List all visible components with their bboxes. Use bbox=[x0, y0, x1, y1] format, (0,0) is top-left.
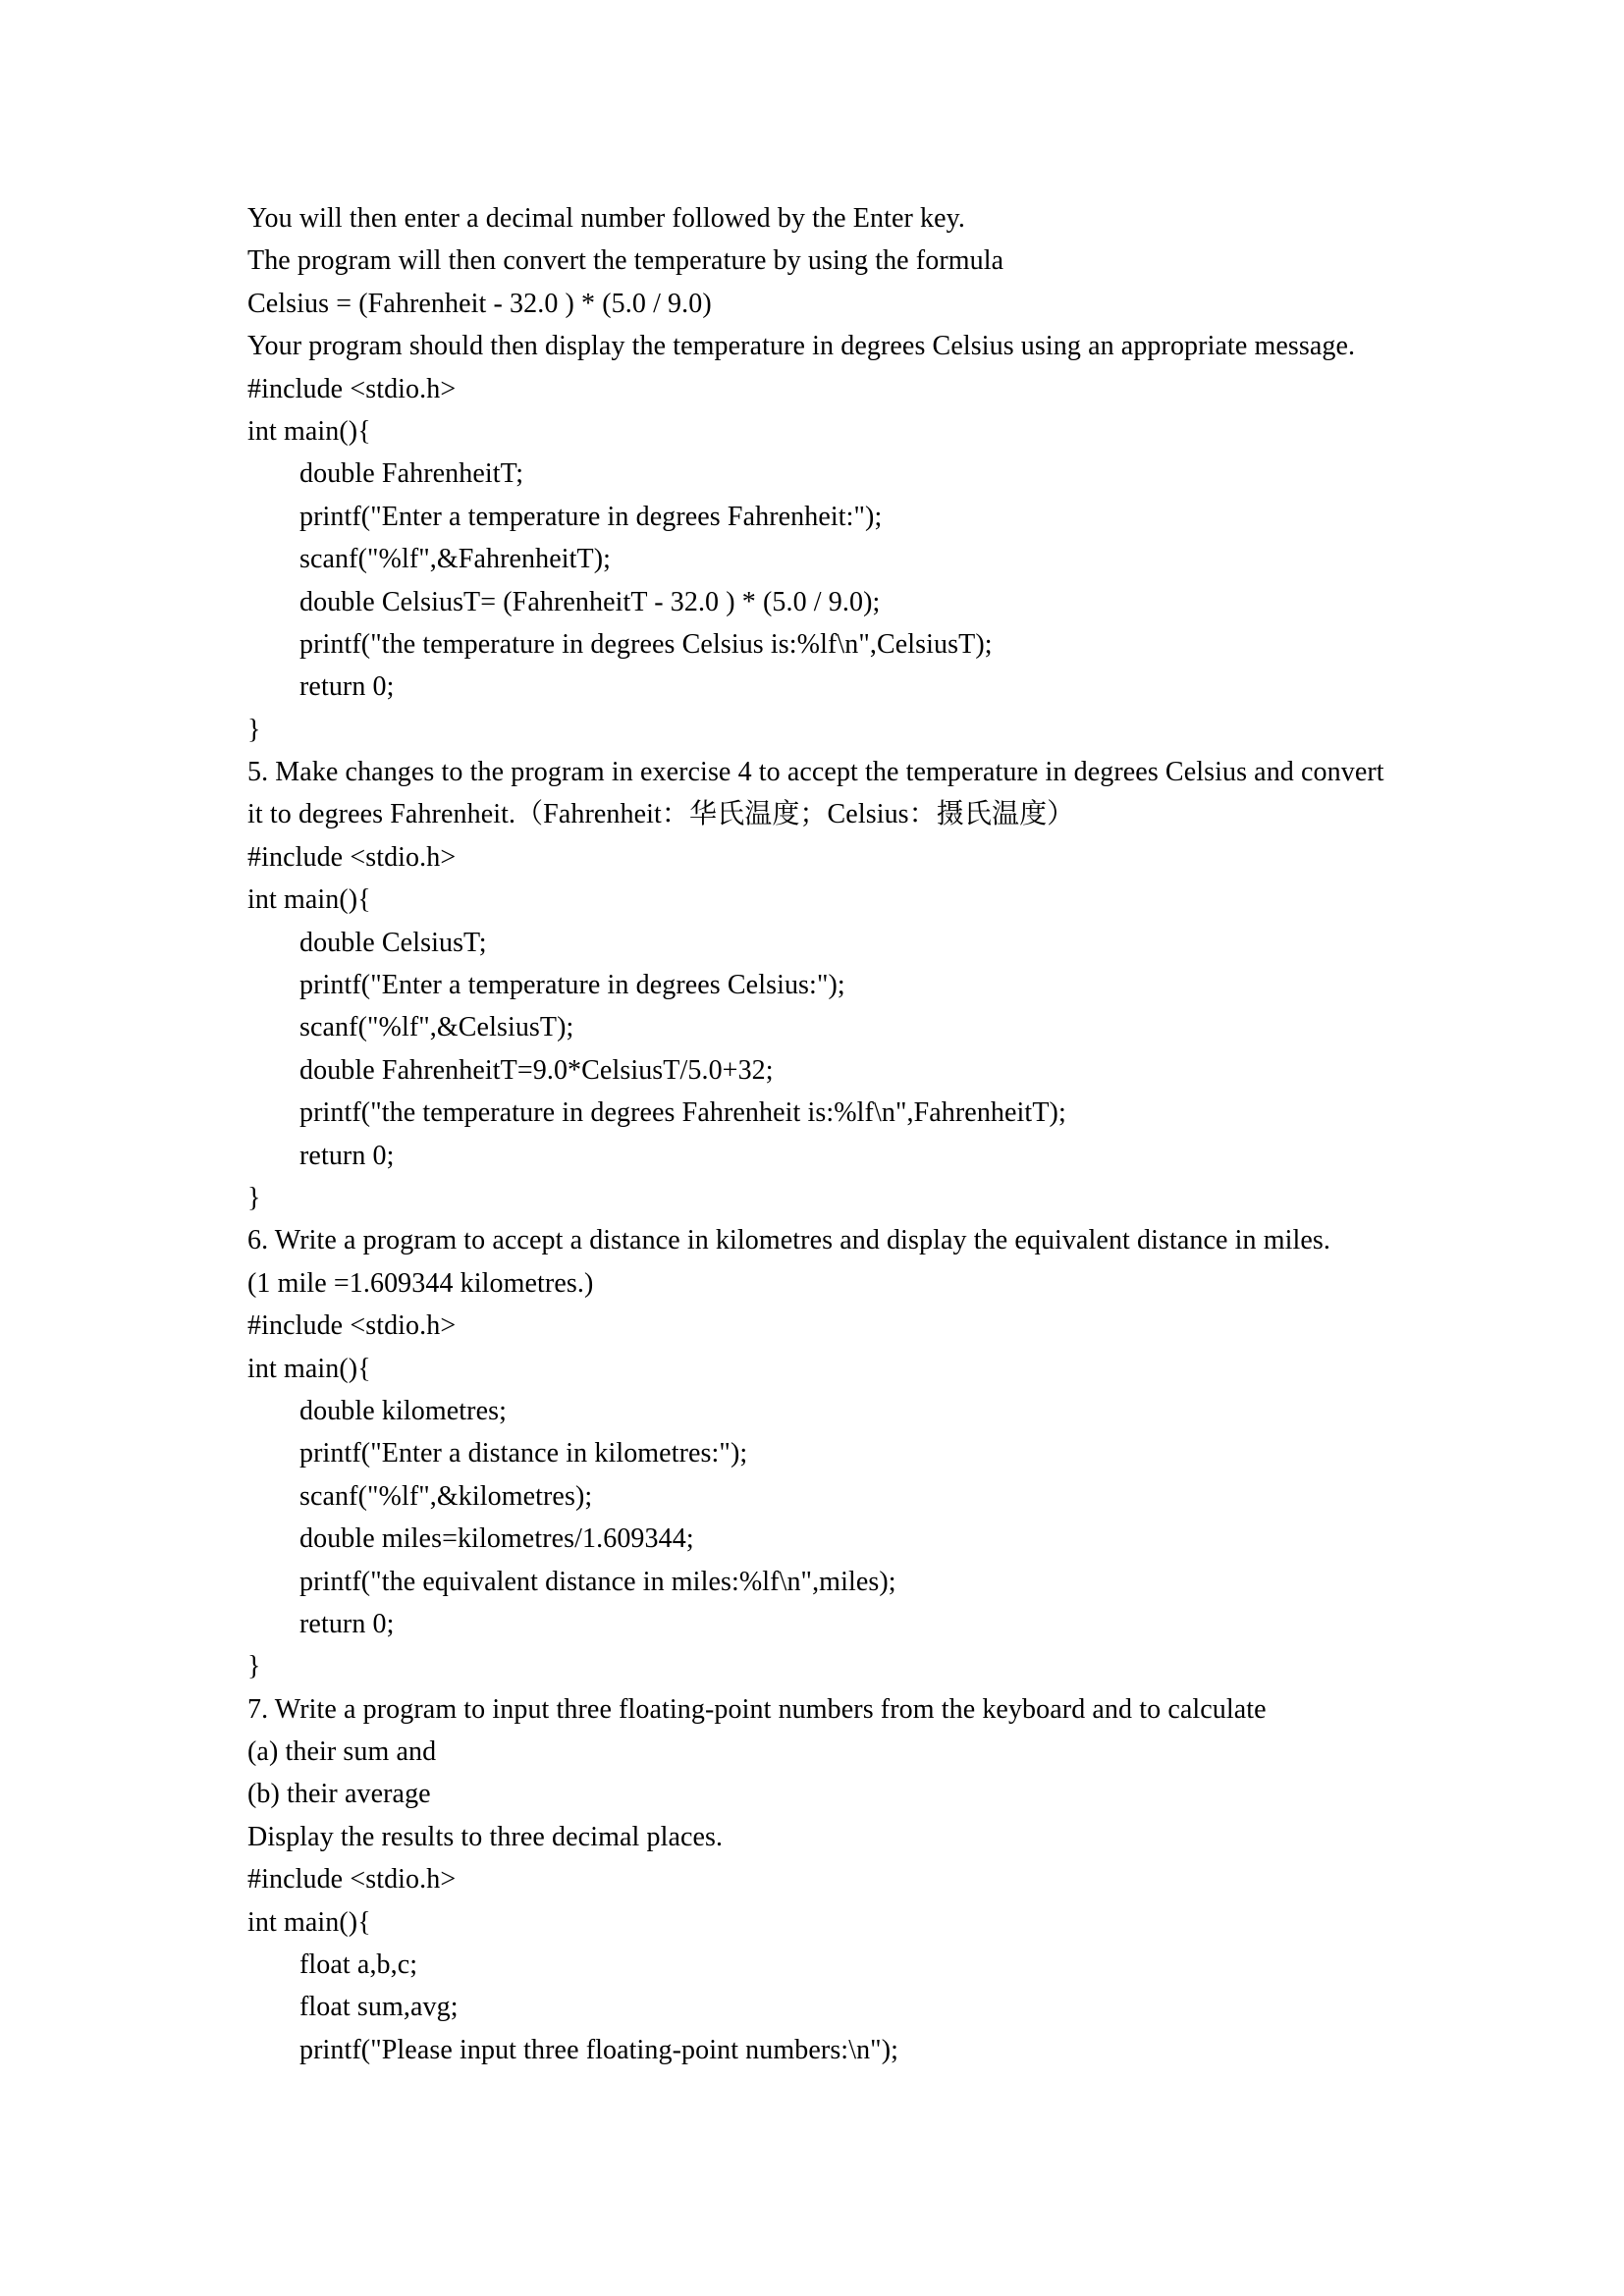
document-line: Display the results to three decimal places. bbox=[247, 1821, 724, 1852]
document-line: (a) their sum and bbox=[247, 1736, 437, 1768]
document-line: printf("the equivalent distance in miles:%lf\n",miles); bbox=[299, 1566, 896, 1597]
document-line: scanf("%lf",&kilometres); bbox=[299, 1480, 593, 1512]
document-line: return 0; bbox=[299, 671, 395, 703]
document-line: Your program should then display the temperature in degrees Celsius using an appropriate message. bbox=[247, 331, 1356, 362]
document-line: double CelsiusT; bbox=[299, 927, 487, 958]
document-line: (1 mile =1.609344 kilometres.) bbox=[247, 1267, 594, 1299]
document-line: (b) their average bbox=[247, 1779, 431, 1810]
document-line: double FahrenheitT; bbox=[299, 458, 524, 490]
document-line: return 0; bbox=[299, 1140, 395, 1171]
document-line: } bbox=[247, 1182, 261, 1213]
document-line: scanf("%lf",&CelsiusT); bbox=[299, 1012, 574, 1043]
document-line: float sum,avg; bbox=[299, 1992, 459, 2023]
document-line: double CelsiusT= (FahrenheitT - 32.0 ) * (5.0 / 9.0); bbox=[299, 586, 881, 617]
document-line: The program will then convert the temperature by using the formula bbox=[247, 245, 1004, 277]
document-line: printf("the temperature in degrees Celsius is:%lf\n",CelsiusT); bbox=[299, 628, 993, 660]
document-line: printf("Please input three floating-point numbers:\n"); bbox=[299, 2034, 899, 2065]
document-line: #include <stdio.h> bbox=[247, 1864, 457, 1896]
document-line: double miles=kilometres/1.609344; bbox=[299, 1523, 694, 1555]
document-line: 6. Write a program to accept a distance in kilometres and display the equivalent distance in miles. bbox=[247, 1225, 1331, 1256]
document-line: } bbox=[247, 714, 261, 745]
document-line: int main(){ bbox=[247, 415, 371, 447]
document-line: printf("Enter a temperature in degrees Fahrenheit:"); bbox=[299, 501, 883, 532]
document-line: float a,b,c; bbox=[299, 1949, 418, 1981]
document-line: int main(){ bbox=[247, 884, 371, 916]
document-line: You will then enter a decimal number followed by the Enter key. bbox=[247, 203, 966, 234]
document-line: 5. Make changes to the program in exercise 4 to accept the temperature in degrees Celsius and convert bbox=[247, 757, 1384, 788]
document-line: double kilometres; bbox=[299, 1395, 507, 1426]
document-line: int main(){ bbox=[247, 1906, 371, 1938]
document-line: double FahrenheitT=9.0*CelsiusT/5.0+32; bbox=[299, 1054, 774, 1086]
document-line: printf("Enter a distance in kilometres:"); bbox=[299, 1438, 748, 1469]
document-line: 7. Write a program to input three floating-point numbers from the keyboard and to calculate bbox=[247, 1693, 1267, 1725]
document-line: scanf("%lf",&FahrenheitT); bbox=[299, 544, 612, 575]
document-line: int main(){ bbox=[247, 1353, 371, 1384]
document-line: return 0; bbox=[299, 1608, 395, 1639]
document-line: it to degrees Fahrenheit.（Fahrenheit：华氏温度；Celsius：摄氏温度） bbox=[247, 799, 1075, 830]
document-text-block bbox=[247, 197, 1485, 2071]
document-line: #include <stdio.h> bbox=[247, 373, 457, 404]
document-line: printf("Enter a temperature in degrees Celsius:"); bbox=[299, 970, 845, 1001]
document-line: Celsius = (Fahrenheit - 32.0 ) * (5.0 / 9.0) bbox=[247, 288, 712, 319]
document-line: printf("the temperature in degrees Fahrenheit is:%lf\n",FahrenheitT); bbox=[299, 1097, 1066, 1129]
document-line: #include <stdio.h> bbox=[247, 1310, 457, 1342]
document-line: #include <stdio.h> bbox=[247, 841, 457, 873]
document-line: } bbox=[247, 1651, 261, 1682]
